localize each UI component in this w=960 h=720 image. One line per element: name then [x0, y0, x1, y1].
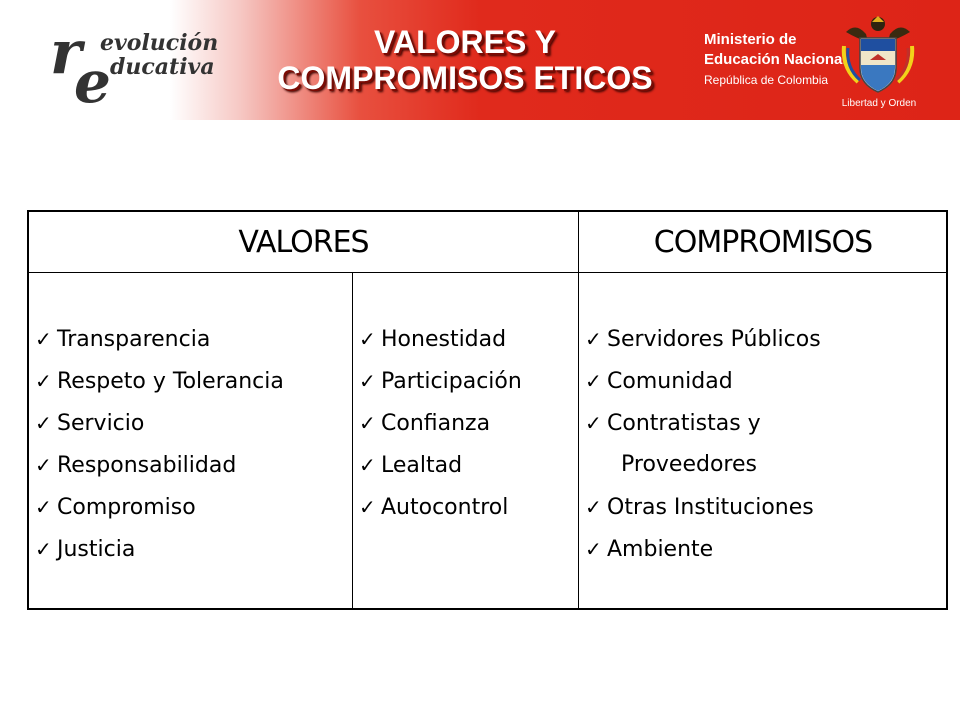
checkmark-icon: ✓ — [359, 369, 376, 393]
ministry-line-1: Ministerio de — [704, 31, 797, 48]
list-item: ✓ Transparencia — [35, 318, 284, 360]
checkmark-icon: ✓ — [585, 369, 602, 393]
list-item: ✓ Otras Instituciones — [585, 486, 821, 528]
revolucion-educativa-logo — [48, 18, 248, 116]
list-item: ✓ Justicia — [35, 528, 284, 570]
checkmark-icon: ✓ — [585, 495, 602, 519]
values-list-right — [359, 318, 522, 528]
checkmark-icon: ✓ — [359, 327, 376, 351]
values-list-left — [35, 318, 284, 570]
title-line-2: COMPROMISOS ETICOS — [277, 60, 653, 96]
list-item: ✓ Comunidad — [585, 360, 821, 402]
header-divider — [29, 272, 946, 273]
values-commitments-table — [27, 210, 948, 610]
values-header: VALORES — [238, 224, 369, 260]
checkmark-icon: ✓ — [35, 327, 52, 351]
checkmark-icon: ✓ — [35, 369, 52, 393]
checkmark-icon: ✓ — [35, 453, 52, 477]
values-column-divider — [352, 272, 353, 608]
list-item-continuation: Proveedores — [621, 452, 757, 477]
list-item: ✓ Participación — [359, 360, 522, 402]
checkmark-icon: ✓ — [359, 495, 376, 519]
checkmark-icon: ✓ — [35, 411, 52, 435]
list-item: ✓ Lealtad — [359, 444, 522, 486]
crest-motto: Libertad y Orden — [841, 98, 917, 109]
list-item: ✓ Contratistas y — [585, 402, 821, 444]
list-item: ✓ Autocontrol — [359, 486, 522, 528]
list-item: ✓ Servidores Públicos — [585, 318, 821, 360]
ministry-line-2: Educación Nacional — [704, 51, 847, 68]
list-item: ✓ Servicio — [35, 402, 284, 444]
main-column-divider — [578, 212, 579, 608]
list-item: ✓ Compromiso — [35, 486, 284, 528]
logo-word-educativa: ducativa — [110, 54, 215, 80]
colombia-coat-of-arms-icon — [840, 12, 916, 96]
logo-letter-r: r — [50, 18, 82, 88]
checkmark-icon: ✓ — [359, 411, 376, 435]
ministry-line-3: República de Colombia — [704, 73, 829, 87]
title-line-1: VALORES Y — [374, 24, 556, 60]
commitments-header: COMPROMISOS — [653, 224, 873, 260]
list-item: ✓ Responsabilidad — [35, 444, 284, 486]
list-item: ✓ Ambiente — [585, 528, 821, 570]
commitments-list — [585, 318, 821, 570]
checkmark-icon: ✓ — [35, 495, 52, 519]
list-item: ✓ Honestidad — [359, 318, 522, 360]
list-item: ✓ Confianza — [359, 402, 522, 444]
checkmark-icon: ✓ — [585, 411, 602, 435]
header-banner — [0, 0, 960, 120]
checkmark-icon: ✓ — [35, 537, 52, 561]
ministry-name — [704, 30, 847, 90]
checkmark-icon: ✓ — [585, 327, 602, 351]
checkmark-icon: ✓ — [585, 537, 602, 561]
slide-title — [230, 24, 700, 96]
logo-word-revolucion: evolución — [100, 30, 219, 56]
logo-letter-e: e — [74, 48, 111, 116]
checkmark-icon: ✓ — [359, 453, 376, 477]
list-item: ✓ Respeto y Tolerancia — [35, 360, 284, 402]
